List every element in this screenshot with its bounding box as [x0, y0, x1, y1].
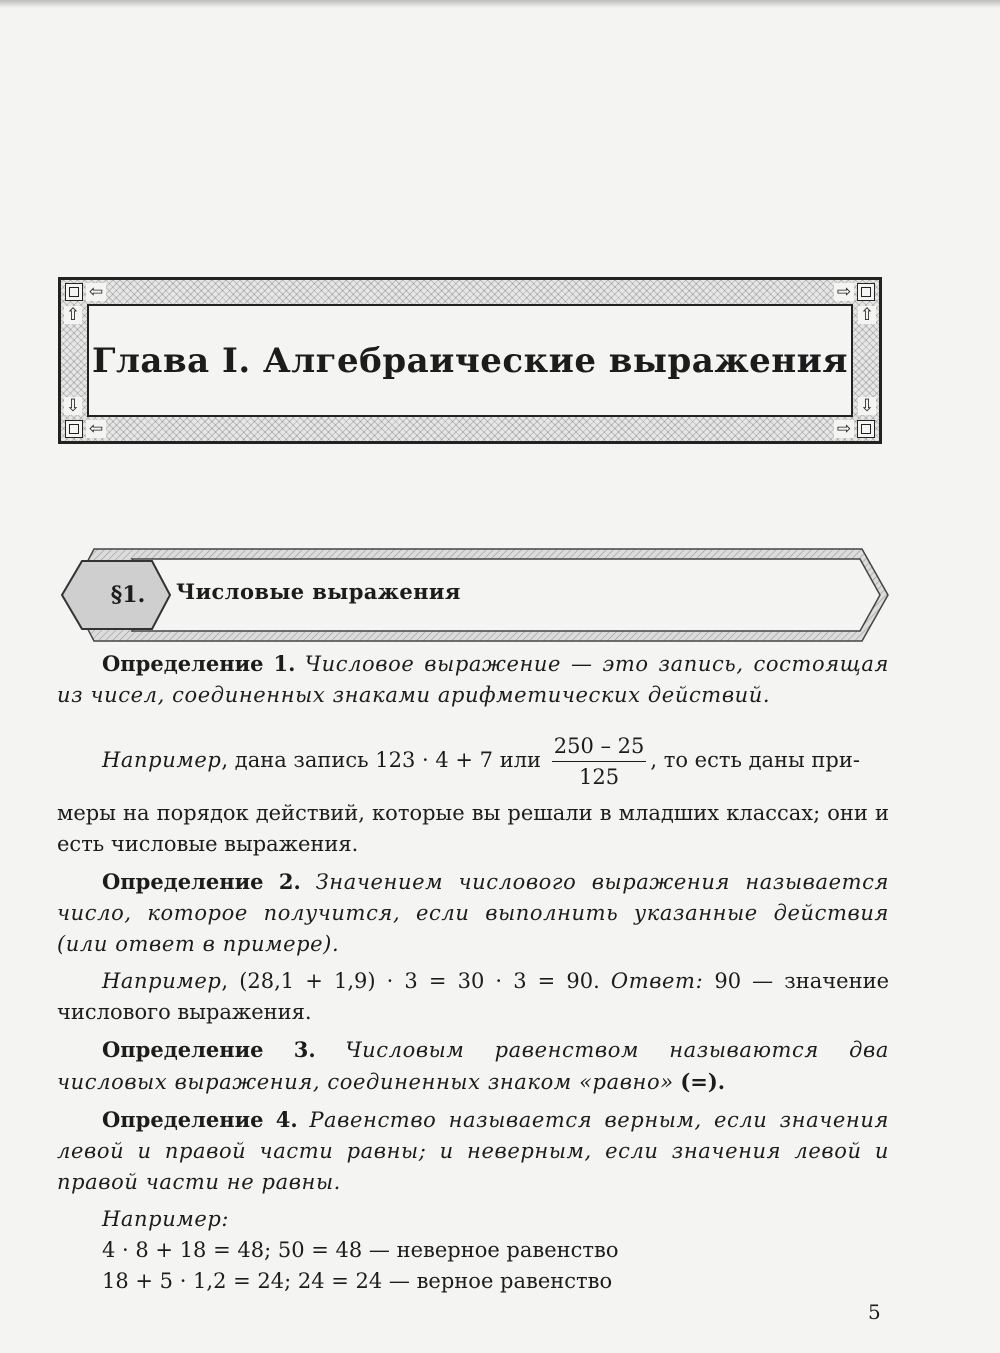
chapter-frame: [58, 277, 882, 444]
example-3-lead: [57, 1204, 889, 1235]
arrow-right-icon: ⇨: [834, 283, 854, 301]
example-1-continued: меры на порядок действий, которые вы решали в младших классах; они и есть числовые выражения.: [57, 801, 889, 856]
arrow-up-icon: ⇧: [859, 305, 875, 325]
arrow-down-icon: ⇩: [65, 396, 81, 416]
definition-1: [57, 648, 889, 711]
body-text: [57, 648, 889, 1297]
definition-1-text: Числовое выражение — это запись, состоящая из чисел, соединенных знаками арифметических действий.: [57, 652, 889, 707]
corner-square-icon: [65, 420, 83, 438]
example-2-expression: , (28,1 + 1,9) · 3 = 30 · 3 = 90.: [221, 969, 600, 993]
equals-sign: (=).: [680, 1069, 726, 1094]
example-2-answer-label: Ответ:: [610, 969, 704, 993]
fraction-denominator: 125: [579, 765, 620, 789]
definition-4-text: Равенство называется верным, если значения левой и правой части равны; и неверным, если значения левой и правой части не равны.: [57, 1108, 889, 1194]
definition-3-text: Числовым равенством называются два числовых выражения, соединенных знаком «равно»: [57, 1038, 889, 1094]
example-3-lead-text: Например:: [102, 1207, 230, 1231]
definition-2: [57, 866, 889, 960]
example-2-lead: Например: [102, 969, 222, 993]
example-2-answer-text: 90 — значение числового выражения.: [57, 969, 889, 1024]
chapter-title-box: [87, 304, 853, 417]
corner-square-icon: [857, 420, 875, 438]
arrow-right-icon: ⇨: [834, 420, 854, 438]
corner-square-icon: [65, 283, 83, 301]
definition-2-text: Значением числового выражения называется число, которое получится, если выполнить указанные действия (или ответ в примере).: [57, 870, 889, 956]
arrow-left-icon: ⇦: [86, 283, 106, 301]
page-number: 5: [868, 1300, 881, 1324]
fraction-numerator: 250 – 25: [552, 731, 647, 762]
section-number: §1.: [110, 582, 146, 608]
example-2: [57, 966, 889, 1028]
arrow-up-icon: ⇧: [65, 305, 81, 325]
example-3-line-2: 18 + 5 · 1,2 = 24; 24 = 24 — верное равенство: [102, 1269, 613, 1293]
example-1-text-b: , то есть даны при-: [650, 748, 860, 772]
definition-1-label: Определение 1.: [102, 651, 296, 676]
definition-4-label: Определение 4.: [102, 1107, 298, 1132]
definition-3: [57, 1034, 889, 1098]
example-1: [57, 731, 889, 792]
example-1-text-a: , дана запись 123 · 4 + 7 или: [221, 748, 542, 772]
example-3-line-1: 4 · 8 + 18 = 48; 50 = 48 — неверное равенство: [102, 1238, 619, 1262]
section-banner: [52, 545, 892, 645]
arrow-down-icon: ⇩: [859, 396, 875, 416]
fraction: [552, 731, 647, 792]
definition-3-label: Определение 3.: [102, 1037, 316, 1062]
section-title: Числовые выражения: [176, 579, 461, 604]
example-1-lead: Например: [102, 748, 222, 772]
corner-square-icon: [857, 283, 875, 301]
scan-top-edge: [0, 0, 1000, 8]
chapter-title: Глава I. Алгебраические выражения: [91, 340, 849, 381]
definition-4: [57, 1104, 889, 1198]
arrow-left-icon: ⇦: [86, 420, 106, 438]
definition-2-label: Определение 2.: [102, 869, 301, 894]
